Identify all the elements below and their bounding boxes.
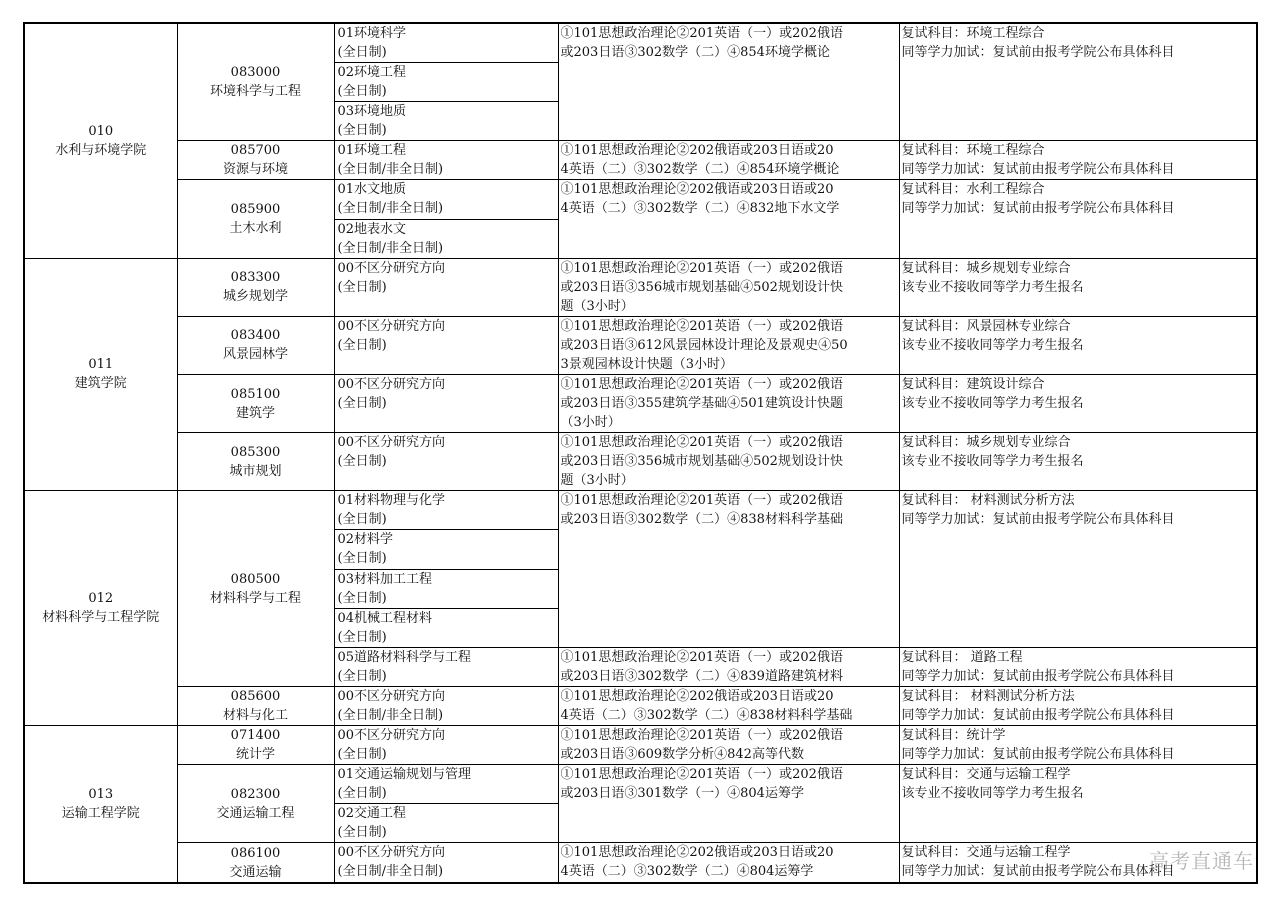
direction-line: 01材料物理与化学: [337, 493, 446, 509]
major-line: 统计学: [235, 746, 275, 762]
table-row: [24, 316, 1257, 374]
retest-note-cell: [899, 23, 1257, 141]
exam-subjects-cell: [558, 316, 899, 374]
exam-subjects-cell: [558, 725, 899, 764]
direction-line: 03材料加工工程: [337, 571, 433, 587]
major-line: 083300: [230, 270, 281, 286]
note-line: 复试科目： 材料测试分析方法: [901, 493, 1075, 509]
exam-subjects-cell: [558, 141, 899, 180]
exam-line: ①101思想政治理论②201英语（一）或202俄语: [560, 435, 843, 451]
direction-line: (全日制/非全日制): [337, 240, 444, 256]
note-line: 复试科目：环境工程综合: [901, 143, 1045, 159]
direction-line: (全日制/非全日制): [337, 162, 444, 178]
direction-line: 02交通工程: [337, 806, 407, 822]
note-line: 复试科目： 材料测试分析方法: [901, 688, 1075, 704]
direction-line: 04机械工程材料: [337, 610, 433, 626]
note-line: 复试科目：交通与运输工程学: [901, 767, 1071, 783]
exam-subjects-cell: [558, 843, 899, 883]
exam-line: 4英语（二）③302数学（二）④804运筹学: [560, 864, 814, 880]
table-row: [24, 180, 1257, 219]
direction-line: (全日制): [337, 590, 387, 606]
exam-line: 题（3小时）: [560, 298, 634, 314]
note-line: 复试科目：环境工程综合: [901, 26, 1045, 41]
major-cell: [177, 180, 334, 258]
major-line: 083000: [230, 65, 281, 81]
note-line: 同等学力加试：复试前由报考学院公布具体科目: [901, 201, 1175, 217]
exam-line: ①101思想政治理论②202俄语或203日语或20: [560, 143, 834, 159]
major-line: 083400: [230, 328, 281, 344]
direction-cell: [334, 804, 558, 843]
retest-note-cell: [899, 647, 1257, 686]
major-line: 风景园林学: [222, 347, 288, 363]
direction-line: 01环境工程: [337, 143, 407, 159]
note-line: 同等学力加试：复试前由报考学院公布具体科目: [901, 45, 1175, 60]
table-row: [24, 491, 1257, 530]
exam-line: 4英语（二）③302数学（二）④832地下水文学: [560, 201, 840, 217]
direction-line: (全日制/非全日制): [337, 707, 444, 723]
note-line: 该专业不接收同等学力考生报名: [901, 395, 1084, 411]
college-cell: [24, 23, 177, 258]
major-line: 085100: [230, 386, 281, 402]
table-row: [24, 686, 1257, 725]
major-line: 资源与环境: [222, 162, 288, 178]
direction-line: (全日制): [337, 746, 387, 762]
direction-line: 01交通运输规划与管理: [337, 767, 472, 783]
direction-line: (全日制): [337, 395, 387, 411]
direction-line: (全日制/非全日制): [337, 201, 444, 217]
major-cell: [177, 433, 334, 491]
table-row: [24, 141, 1257, 180]
major-cell: [177, 491, 334, 687]
exam-subjects-cell: [558, 258, 899, 316]
direction-cell: [334, 141, 558, 180]
major-cell: [177, 23, 334, 141]
retest-note-cell: [899, 491, 1257, 647]
exam-line: ①101思想政治理论②201英语（一）或202俄语: [560, 493, 843, 509]
table-row: [24, 765, 1257, 804]
direction-line: 00不区分研究方向: [337, 435, 446, 451]
major-cell: [177, 686, 334, 725]
college-line: 材料科学与工程学院: [42, 610, 160, 626]
major-line: 城市规划: [229, 463, 282, 479]
note-line: 同等学力加试：复试前由报考学院公布具体科目: [901, 668, 1175, 684]
direction-cell: [334, 219, 558, 258]
note-line: 复试科目： 道路工程: [901, 649, 1023, 665]
retest-note-cell: [899, 374, 1257, 432]
note-line: 复试科目：交通与运输工程学: [901, 845, 1071, 861]
direction-line: 05道路材料科学与工程: [337, 649, 472, 665]
retest-note-cell: [899, 686, 1257, 725]
direction-line: 03环境地质: [337, 104, 407, 120]
major-cell: [177, 843, 334, 883]
direction-cell: [334, 765, 558, 804]
exam-line: ①101思想政治理论②202俄语或203日语或20: [560, 688, 834, 704]
direction-line: (全日制): [337, 84, 387, 100]
exam-line: 4英语（二）③302数学（二）④838材料科学基础: [560, 707, 853, 723]
college-line: 011: [88, 357, 114, 373]
note-line: 该专业不接收同等学力考生报名: [901, 454, 1084, 470]
college-line: 运输工程学院: [61, 805, 140, 821]
direction-line: (全日制/非全日制): [337, 864, 444, 880]
exam-line: 3景观园林设计快题（3小时）: [560, 356, 734, 372]
college-line: 013: [88, 786, 114, 802]
major-cell: [177, 725, 334, 764]
direction-line: 02地表水文: [337, 221, 407, 237]
note-line: 同等学力加试：复试前由报考学院公布具体科目: [901, 707, 1175, 723]
exam-line: 或203日语③355建筑学基础④501建筑设计快题: [560, 395, 843, 411]
major-line: 土木水利: [229, 221, 282, 237]
direction-line: 00不区分研究方向: [337, 688, 446, 704]
note-line: 复试科目：风景园林专业综合: [901, 318, 1071, 334]
major-cell: [177, 258, 334, 316]
major-line: 环境科学与工程: [209, 84, 301, 100]
note-line: 该专业不接收同等学力考生报名: [901, 337, 1084, 353]
direction-line: 02环境工程: [337, 65, 407, 81]
exam-line: ①101思想政治理论②201英语（一）或202俄语: [560, 26, 843, 41]
major-line: 交通运输: [229, 864, 282, 880]
college-line: 010: [88, 123, 114, 139]
exam-line: ①101思想政治理论②201英语（一）或202俄语: [560, 767, 843, 783]
college-cell: [24, 491, 177, 726]
direction-cell: [334, 608, 558, 647]
direction-cell: [334, 491, 558, 530]
major-cell: [177, 141, 334, 180]
major-line: 085300: [230, 444, 281, 460]
direction-cell: [334, 433, 558, 491]
retest-note-cell: [899, 258, 1257, 316]
direction-cell: [334, 725, 558, 764]
exam-line: （3小时）: [560, 414, 621, 430]
college-line: 水利与环境学院: [55, 142, 147, 158]
major-cell: [177, 316, 334, 374]
exam-line: ①101思想政治理论②201英语（一）或202俄语: [560, 260, 843, 276]
major-line: 材料与化工: [222, 707, 288, 723]
note-line: 同等学力加试：复试前由报考学院公布具体科目: [901, 864, 1175, 880]
direction-cell: [334, 530, 558, 569]
direction-line: 00不区分研究方向: [337, 376, 446, 392]
exam-subjects-cell: [558, 765, 899, 843]
watermark-text: 高考直通车: [1149, 849, 1254, 873]
major-line: 交通运输工程: [216, 805, 295, 821]
direction-line: (全日制): [337, 668, 387, 684]
exam-line: ①101思想政治理论②202俄语或203日语或20: [560, 182, 834, 198]
exam-line: 或203日语③301数学（一）④804运筹学: [560, 786, 804, 802]
direction-cell: [334, 843, 558, 883]
direction-line: (全日制): [337, 123, 387, 139]
exam-subjects-cell: [558, 686, 899, 725]
direction-line: 01环境科学: [337, 26, 407, 41]
exam-line: ①101思想政治理论②201英语（一）或202俄语: [560, 376, 843, 392]
exam-line: 或203日语③302数学（二）④839道路建筑材料: [560, 668, 843, 684]
exam-subjects-cell: [558, 23, 899, 141]
direction-cell: [334, 374, 558, 432]
major-line: 085600: [230, 688, 281, 704]
major-line: 080500: [230, 571, 281, 587]
direction-cell: [334, 569, 558, 608]
major-line: 082300: [230, 786, 281, 802]
exam-line: 4英语（二）③302数学（二）④854环境学概论: [560, 162, 840, 178]
exam-line: 或203日语③609数学分析④842高等代数: [560, 746, 804, 762]
table-row: [24, 433, 1257, 491]
college-cell: [24, 258, 177, 491]
note-line: 复试科目：建筑设计综合: [901, 376, 1045, 392]
exam-line: 或203日语③302数学（二）④838材料科学基础: [560, 512, 843, 528]
table-row: [24, 23, 1257, 63]
note-line: 同等学力加试：复试前由报考学院公布具体科目: [901, 162, 1175, 178]
exam-subjects-cell: [558, 433, 899, 491]
direction-cell: [334, 23, 558, 63]
table-row: [24, 725, 1257, 764]
exam-subjects-cell: [558, 491, 899, 647]
direction-line: (全日制): [337, 454, 387, 470]
exam-line: 或203日语③356城市规划基础④502规划设计快: [560, 279, 843, 295]
exam-subjects-cell: [558, 374, 899, 432]
direction-cell: [334, 63, 558, 102]
college-cell: [24, 725, 177, 883]
major-line: 085700: [230, 143, 281, 159]
retest-note-cell: [899, 180, 1257, 258]
direction-line: (全日制): [337, 512, 387, 528]
direction-cell: [334, 686, 558, 725]
note-line: 复试科目：统计学: [901, 727, 1006, 743]
exam-line: ①101思想政治理论②201英语（一）或202俄语: [560, 649, 843, 665]
note-line: 同等学力加试：复试前由报考学院公布具体科目: [901, 746, 1175, 762]
direction-line: (全日制): [337, 45, 387, 60]
direction-line: (全日制): [337, 337, 387, 353]
direction-cell: [334, 647, 558, 686]
exam-line: ①101思想政治理论②201英语（一）或202俄语: [560, 727, 843, 743]
major-line: 材料科学与工程: [209, 590, 301, 606]
major-line: 085900: [230, 202, 281, 218]
exam-subjects-cell: [558, 647, 899, 686]
retest-note-cell: [899, 765, 1257, 843]
college-line: 建筑学院: [74, 376, 127, 392]
college-line: 012: [88, 591, 114, 607]
note-line: 复试科目：城乡规划专业综合: [901, 260, 1071, 276]
exam-line: ①101思想政治理论②202俄语或203日语或20: [560, 845, 834, 861]
major-cell: [177, 374, 334, 432]
direction-cell: [334, 316, 558, 374]
table-row: [24, 374, 1257, 432]
direction-cell: [334, 258, 558, 316]
retest-note-cell: [899, 725, 1257, 764]
major-line: 城乡规划学: [222, 289, 288, 305]
admissions-table: [23, 22, 1258, 884]
note-line: 同等学力加试：复试前由报考学院公布具体科目: [901, 512, 1175, 528]
major-line: 建筑学: [235, 405, 275, 421]
direction-line: 00不区分研究方向: [337, 727, 446, 743]
note-line: 复试科目：城乡规划专业综合: [901, 435, 1071, 451]
direction-line: 01水文地质: [337, 182, 407, 198]
exam-subjects-cell: [558, 180, 899, 258]
direction-line: (全日制): [337, 786, 387, 802]
major-cell: [177, 765, 334, 843]
direction-line: (全日制): [337, 825, 387, 841]
exam-line: 或203日语③356城市规划基础④502规划设计快: [560, 454, 843, 470]
major-line: 071400: [230, 727, 281, 743]
direction-cell: [334, 102, 558, 141]
exam-line: ①101思想政治理论②201英语（一）或202俄语: [560, 318, 843, 334]
table-row: [24, 843, 1257, 883]
direction-line: 00不区分研究方向: [337, 318, 446, 334]
direction-line: (全日制): [337, 629, 387, 645]
table-row: [24, 258, 1257, 316]
note-line: 复试科目：水利工程综合: [901, 182, 1045, 198]
major-line: 086100: [230, 845, 281, 861]
note-line: 该专业不接收同等学力考生报名: [901, 279, 1084, 295]
exam-line: 或203日语③612风景园林设计理论及景观史④50: [560, 337, 848, 353]
direction-line: (全日制): [337, 279, 387, 295]
direction-line: 00不区分研究方向: [337, 845, 446, 861]
exam-line: 题（3小时）: [560, 473, 634, 489]
direction-line: 02材料学: [337, 532, 394, 548]
direction-line: 00不区分研究方向: [337, 260, 446, 276]
retest-note-cell: [899, 316, 1257, 374]
retest-note-cell: [899, 433, 1257, 491]
note-line: 该专业不接收同等学力考生报名: [901, 786, 1084, 802]
exam-line: 或203日语③302数学（二）④854环境学概论: [560, 45, 830, 60]
direction-line: (全日制): [337, 551, 387, 567]
direction-cell: [334, 180, 558, 219]
retest-note-cell: [899, 141, 1257, 180]
